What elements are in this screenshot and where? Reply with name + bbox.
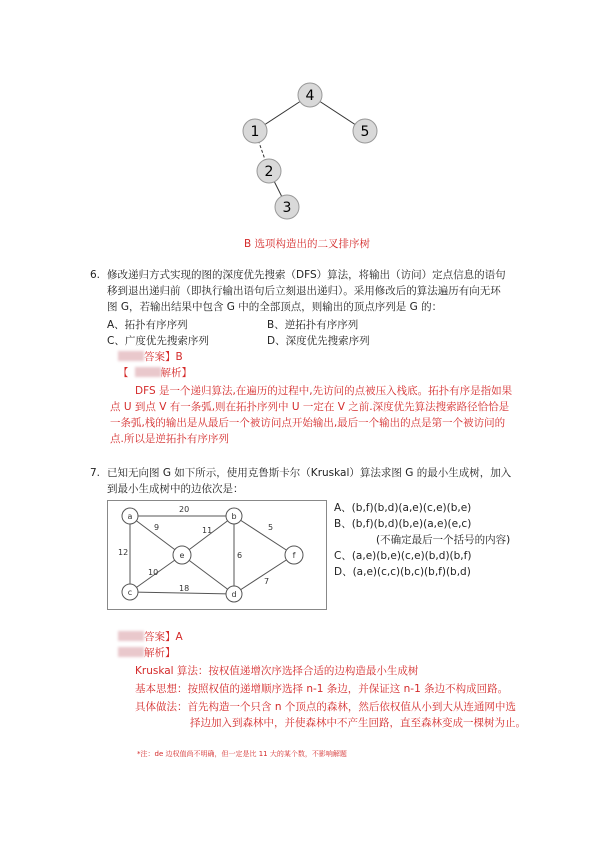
q6-analysis bbox=[118, 366, 192, 381]
tree-node bbox=[243, 119, 267, 143]
svg-text:6: 6 bbox=[237, 551, 243, 560]
q7-option-d: D、(a,e)(c,c)(b,c)(b,f)(b,d) bbox=[334, 566, 471, 578]
svg-text:7: 7 bbox=[264, 577, 270, 586]
q7-analysis bbox=[118, 646, 176, 661]
tree-node bbox=[353, 119, 377, 143]
tree-node bbox=[275, 195, 299, 219]
svg-text:11: 11 bbox=[202, 526, 213, 535]
graph-vertex bbox=[122, 508, 138, 524]
svg-text:10: 10 bbox=[148, 568, 159, 577]
q6-exp-line4: 点.所以是逆拓扑有序序列 bbox=[110, 433, 229, 445]
q7-footnote: *注：de 边权值尚不明确，但一定是比 11 大的某个数，不影响解题 bbox=[137, 750, 347, 758]
svg-text:e: e bbox=[179, 551, 185, 560]
q7-exp-method-line2: 择边加入到森林中，并使森林中不产生回路，直至森林变成一棵树为止。 bbox=[190, 717, 526, 729]
svg-text:18: 18 bbox=[179, 584, 190, 593]
graph-vertex bbox=[226, 586, 242, 602]
q7-stem-line1: 已知无向图 G 如下所示，使用克鲁斯卡尔（Kruskal）算法求图 G 的最小生成树，加入 bbox=[107, 467, 512, 479]
svg-text:3: 3 bbox=[282, 200, 292, 216]
svg-text:4: 4 bbox=[305, 88, 315, 104]
redacted-mark bbox=[118, 351, 144, 361]
svg-text:f: f bbox=[292, 551, 296, 560]
graph-vertex bbox=[226, 508, 242, 524]
redacted-mark bbox=[118, 631, 144, 641]
tree-caption: B 选项构造出的二叉排序树 bbox=[244, 238, 371, 250]
q6-analysis-label: 解析】 bbox=[160, 367, 192, 379]
q6-stem-line3: 图 G，若输出结果中包含 G 中的全部顶点，则输出的顶点序列是 G 的： bbox=[107, 301, 443, 313]
svg-text:12: 12 bbox=[118, 548, 129, 557]
svg-text:2: 2 bbox=[264, 164, 274, 180]
binary-sort-tree bbox=[225, 78, 385, 228]
weighted-graph bbox=[107, 500, 327, 610]
q6-option-d: D、深度优先搜索序列 bbox=[267, 335, 370, 347]
svg-text:20: 20 bbox=[179, 505, 190, 514]
q7-answer bbox=[118, 630, 183, 645]
svg-text:5: 5 bbox=[360, 124, 370, 140]
svg-text:5: 5 bbox=[268, 523, 274, 532]
q6-stem-line1: 修改递归方式实现的图的深度优先搜索（DFS）算法，将输出（访问）定点信息的语句 bbox=[107, 269, 506, 281]
q6-answer-label: 答案】B bbox=[144, 351, 183, 363]
redacted-mark bbox=[135, 367, 161, 377]
graph-vertex bbox=[122, 584, 138, 600]
q6-exp-line1: DFS 是一个递归算法,在遍历的过程中,先访问的点被压入栈底。拓扑有序是指如果 bbox=[135, 385, 513, 397]
q6-exp-line2: 点 U 到点 V 有一条弧,则在拓扑序列中 U 一定在 V 之前.深度优先算法搜索路径恰恰是 bbox=[110, 401, 510, 413]
q7-exp-method-line1: 具体做法：首先构造一个只含 n 个顶点的森林，然后依权值从小到大从连通网中选 bbox=[135, 701, 516, 713]
q7-stem-line2: 到最小生成树中的边依次是： bbox=[107, 483, 244, 495]
q7-option-b: B、(b,f)(b,d)(b,e)(a,e)(e,c) bbox=[334, 518, 472, 530]
q7-option-c: C、(a,e)(b,e)(c,e)(b,d)(b,f) bbox=[334, 550, 472, 562]
q7-number: 7. bbox=[90, 467, 101, 479]
q7-answer-label: 答案】A bbox=[144, 631, 183, 643]
graph-vertex bbox=[173, 546, 191, 564]
q7-analysis-label: 解析】 bbox=[144, 647, 176, 659]
q6-option-a: A、拓扑有序序列 bbox=[107, 319, 188, 331]
svg-text:b: b bbox=[231, 512, 237, 521]
q6-number: 6. bbox=[90, 269, 101, 281]
q6-analysis-bracket: 【 bbox=[118, 367, 129, 379]
graph-vertex bbox=[285, 546, 303, 564]
q7-option-b-note: (不确定最后一个括号的内容) bbox=[376, 534, 511, 546]
svg-text:9: 9 bbox=[154, 523, 160, 532]
svg-text:d: d bbox=[231, 590, 237, 599]
q7-exp-title: Kruskal 算法：按权值递增次序选择合适的边构造最小生成树 bbox=[135, 665, 419, 677]
q6-option-b: B、逆拓扑有序序列 bbox=[267, 319, 359, 331]
q6-exp-line3: 一条弧,栈的输出是从最后一个被访问点开始输出,最后一个输出的点是第一个被访问的 bbox=[110, 417, 506, 429]
q6-answer bbox=[118, 350, 183, 365]
svg-text:c: c bbox=[127, 588, 133, 597]
tree-node bbox=[257, 159, 281, 183]
q6-option-c: C、广度优先搜索序列 bbox=[107, 335, 209, 347]
q7-option-a: A、(b,f)(b,d)(a,e)(c,e)(b,e) bbox=[334, 502, 472, 514]
redacted-mark bbox=[118, 647, 144, 657]
svg-text:1: 1 bbox=[250, 124, 260, 140]
tree-node bbox=[298, 83, 322, 107]
q6-stem-line2: 移到退出递归前（即执行输出语句后立刻退出递归）。采用修改后的算法遍历有向无环 bbox=[107, 285, 501, 297]
q7-exp-idea: 基本思想：按照权值的递增顺序选择 n-1 条边，并保证这 n-1 条边不构成回路。 bbox=[135, 683, 509, 695]
svg-text:a: a bbox=[127, 512, 133, 521]
